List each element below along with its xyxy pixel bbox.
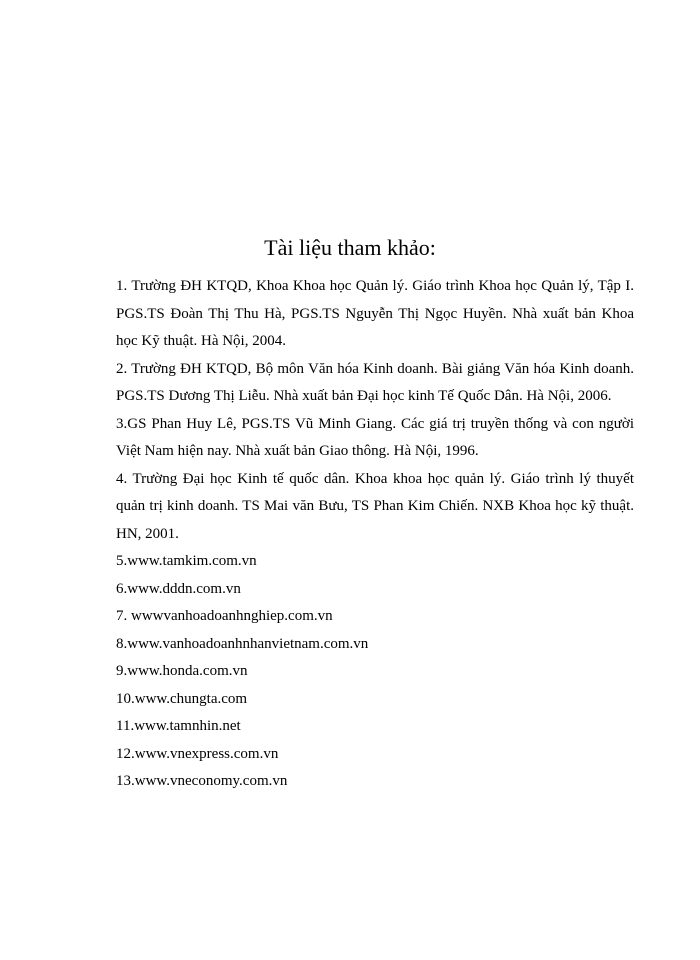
reference-link: 6.www.dddn.com.vn [116,580,241,597]
references-list [116,273,634,796]
references-title: Tài liệu tham khảo: [264,235,436,260]
reference-link: 13.www.vneconomy.com.vn [116,773,288,789]
reference-link: 7. wwwvanhoadoanhnghiep.com.vn [116,608,333,624]
reference-link: 11.www.tamnhin.net [116,718,241,734]
reference-link: 8.www.vanhoadoanhnhanvietnam.com.vn [116,635,369,652]
reference-item: 2. Trường ĐH KTQD, Bộ môn Văn hóa Kinh doanh. Bài giảng Văn hóa Kinh doanh. PGS.TS Dương Thị Liễu. Nhà xuất bản Đại học kinh Tế Quốc Dân. Hà Nội, 2006. [116,360,634,404]
reference-link: 12.www.vnexpress.com.vn [116,745,279,762]
reference-item: 4. Trường Đại học Kinh tế quốc dân. Khoa khoa học quản lý. Giáo trình lý thuyết quản trị kinh doanh. TS Mai văn Bưu, TS Phan Kim Chiến. NXB Khoa học kỹ thuật. HN, 2001. [116,470,634,542]
reference-link: 5.www.tamkim.com.vn [116,553,257,569]
reference-item: 1. Trường ĐH KTQD, Khoa Khoa học Quản lý. Giáo trình Khoa học Quản lý, Tập I. PGS.TS Đoàn Thị Thu Hà, PGS.TS Nguyễn Thị Ngọc Huyền. Nhà xuất bản Khoa học Kỹ thuật. Hà Nội, 2004. [116,278,634,349]
reference-link: 10.www.chungta.com [116,690,248,707]
reference-item: 3.GS Phan Huy Lê, PGS.TS Vũ Minh Giang. Các giá trị truyền thống và con người Việt Nam hiện nay. Nhà xuất bản Giao thông. Hà Nội, 1996. [116,415,634,459]
reference-link: 9.www.honda.com.vn [116,663,248,679]
